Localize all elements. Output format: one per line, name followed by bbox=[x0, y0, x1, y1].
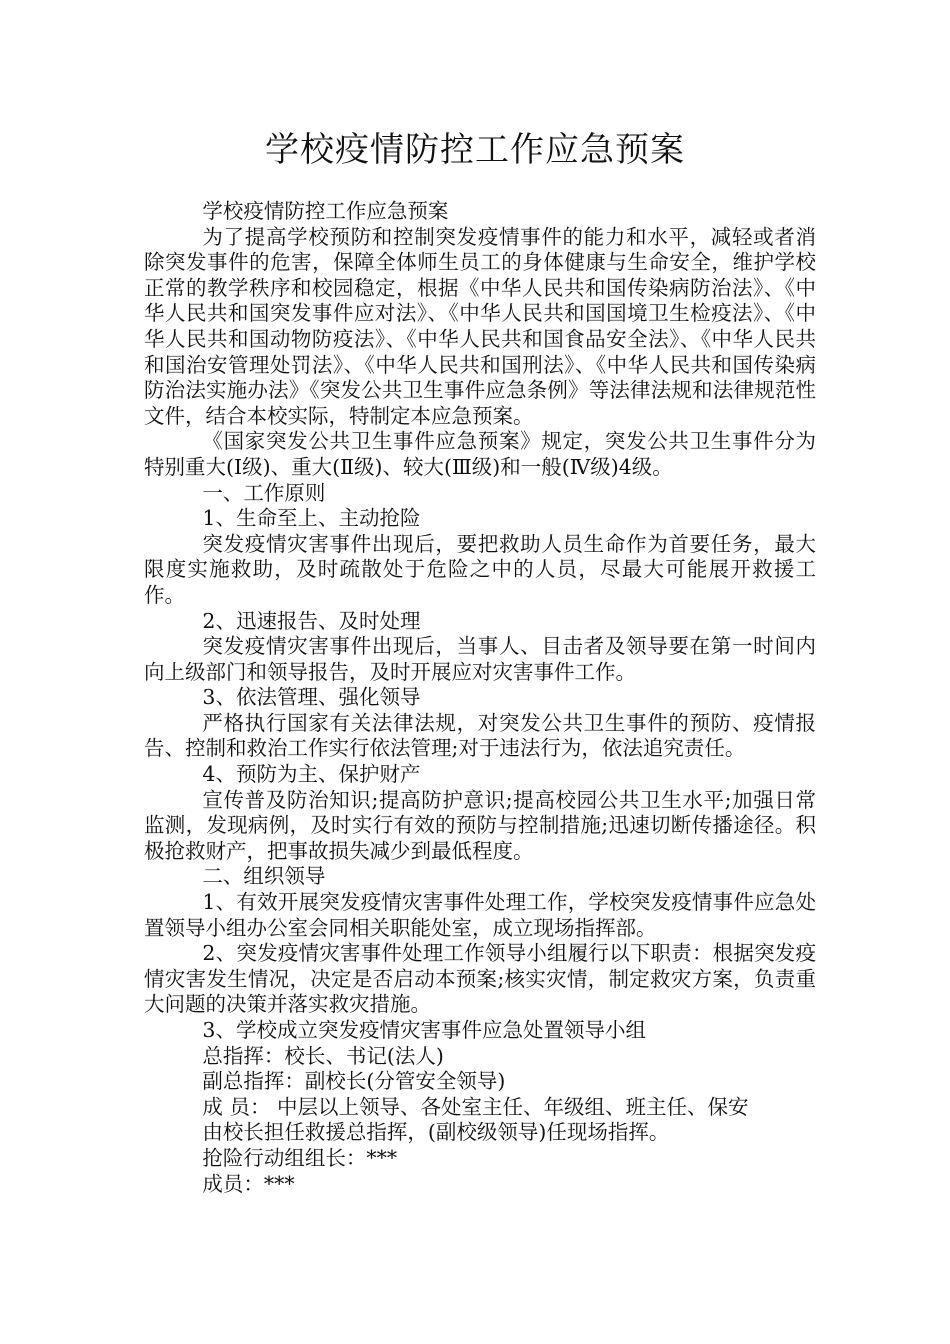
classification-paragraph: 《国家突发公共卫生事件应急预案》规定，突发公共卫生事件分为特别重大(Ⅰ级)、重大(Ⅱ级)、较大(Ⅲ级)和一般(Ⅳ级)4级。 bbox=[144, 429, 816, 479]
principle-heading-4: 4、预防为主、保护财产 bbox=[202, 762, 421, 787]
principle-heading-2: 2、迅速报告、及时处理 bbox=[202, 608, 421, 633]
principle-text-4: 宣传普及防治知识;提高防护意识;提高校园公共卫生水平;加强日常监测，发现病例，及时实行有效的预防与控制措施;迅速切断传播途径。积极抢救财产，把事故损失减少到最低程度。 bbox=[144, 787, 816, 863]
deputy-commander-line: 副总指挥：副校长(分管安全领导) bbox=[202, 1069, 506, 1094]
organization-item-1: 1、有效开展突发疫情灾害事件处理工作，学校突发疫情事件应急处置领导小组办公室会同相关职能处室，成立现场指挥部。 bbox=[144, 890, 816, 940]
section-heading-principles: 一、工作原则 bbox=[202, 480, 326, 505]
field-command-line: 由校长担任救援总指挥，(副校级领导)任现场指挥。 bbox=[202, 1120, 670, 1145]
principle-text-2: 突发疫情灾害事件出现后，当事人、目击者及领导要在第一时间内向上级部门和领导报告，及时开展应对灾害事件工作。 bbox=[144, 634, 816, 684]
members-line: 成 员： 中层以上领导、各处室主任、年级组、班主任、保安 bbox=[202, 1094, 749, 1119]
principle-heading-3: 3、依法管理、强化领导 bbox=[202, 685, 421, 710]
principle-heading-1: 1、生命至上、主动抢险 bbox=[202, 506, 421, 531]
organization-item-3: 3、学校成立突发疫情灾害事件应急处置领导小组 bbox=[202, 1018, 646, 1042]
document-body bbox=[144, 199, 816, 1197]
commander-line: 总指挥：校长、书记(法人) bbox=[202, 1043, 444, 1068]
principle-text-3: 严格执行国家有关法律法规，对突发公共卫生事件的预防、疫情报告、控制和救治工作实行依法管理;对于违法行为，依法追究责任。 bbox=[144, 710, 816, 761]
rescue-members-line: 成员：*** bbox=[202, 1171, 295, 1196]
document-title: 学校疫情防控工作应急预案 bbox=[265, 130, 685, 170]
rescue-leader-line: 抢险行动组组长：*** bbox=[202, 1145, 398, 1170]
organization-item-2: 2、突发疫情灾害事件处理工作领导小组履行以下职责：根据突发疫情灾害发生情况，决定是否启动本预案;核实灾情，制定救灾方案，负责重大问题的决策并落实救灾措施。 bbox=[144, 941, 816, 1017]
subtitle-paragraph: 学校疫情防控工作应急预案 bbox=[202, 199, 449, 223]
section-heading-organization: 二、组织领导 bbox=[202, 864, 326, 889]
principle-text-1: 突发疫情灾害事件出现后，要把救助人员生命作为首要任务，最大限度实施救助，及时疏散处于危险之中的人员，尽最大可能展开救援工作。 bbox=[144, 531, 816, 607]
intro-paragraph: 为了提高学校预防和控制突发疫情事件的能力和水平，减轻或者消除突发事件的危害，保障全体师生员工的身体健康与生命安全，维护学校正常的教学秩序和校园稳定，根据《中华人民共和国传染病防治法》、《中华人民共和国突发事件应对法》、《中华人民共和国国境卫生检疫法》、《中华人民共和国动物防疫法》、《中华人民共和国食品安全法》、《中华人民共和国治安管理处罚法》、《中华人民共和国刑法》、《中华人民共和国传染病防治法实施办法》《突发公共卫生事件应急条例》等法律法规和法律规范性文件，结合本校实际，特制定本应急预案。 bbox=[144, 224, 816, 428]
